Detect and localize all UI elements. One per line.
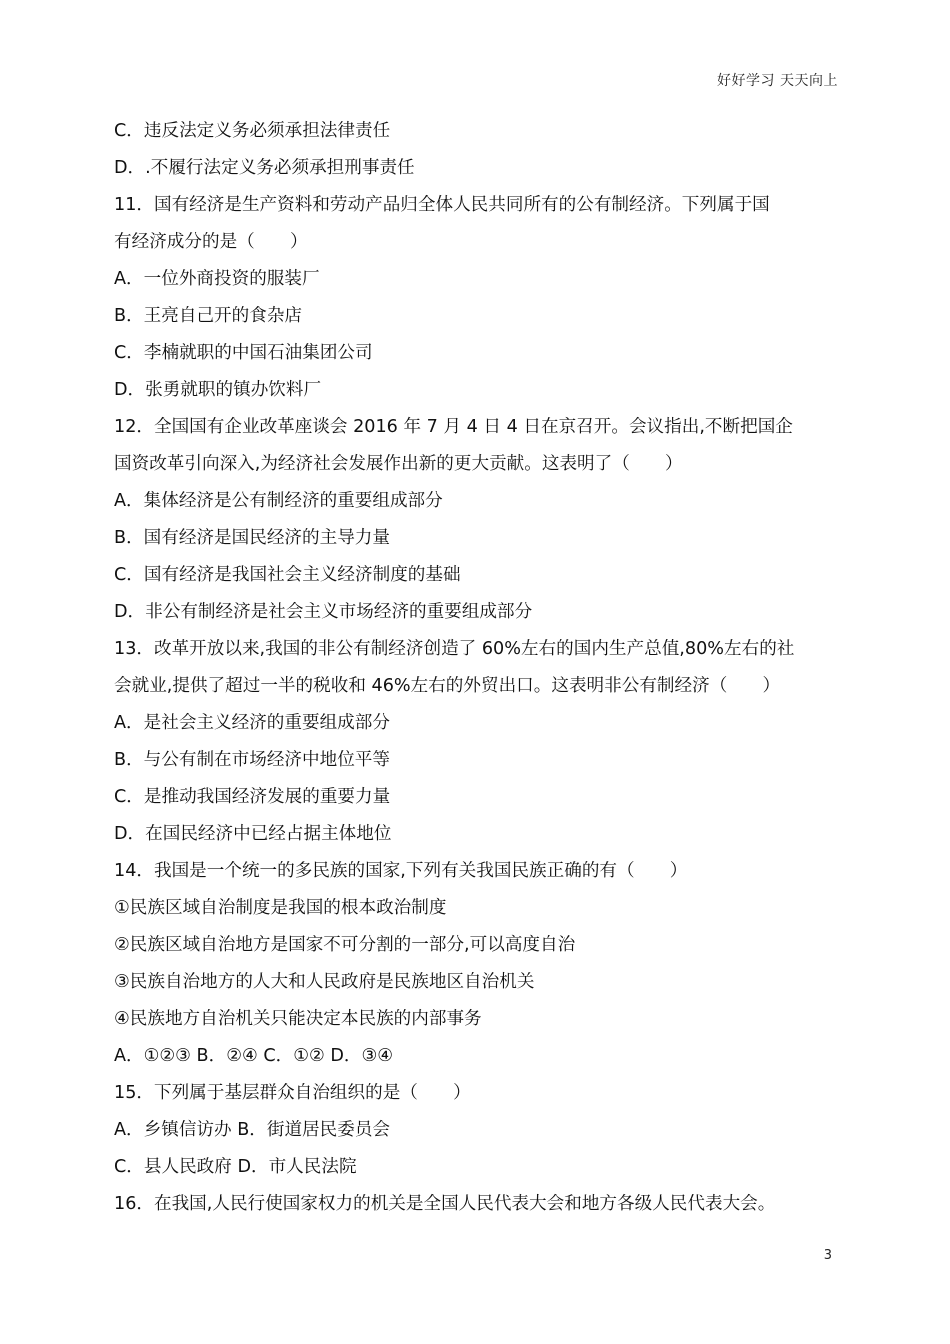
- question-11-option-c: C．李楠就职的中国石油集团公司: [114, 343, 373, 363]
- question-13-option-c: C．是推动我国经济发展的重要力量: [114, 787, 391, 807]
- question-12-text: 12．全国国有企业改革座谈会 2016 年 7 月 4 日 4 日在京召开。会议指出,不断把国企: [114, 417, 793, 437]
- text-line: D．.不履行法定义务必须承担刑事责任: [114, 158, 415, 178]
- question-14-statement-4: ④民族地方自治机关只能决定本民族的内部事务: [114, 1009, 482, 1029]
- question-12-option-d: D．非公有制经济是社会主义市场经济的重要组成部分: [114, 602, 533, 622]
- question-11-option-d: D．张勇就职的镇办饮料厂: [114, 380, 322, 400]
- question-13-option-a: A．是社会主义经济的重要组成部分: [114, 713, 390, 733]
- question-14-text: 14．我国是一个统一的多民族的国家,下列有关我国民族正确的有（ ）: [114, 861, 688, 881]
- question-12-option-c: C．国有经济是我国社会主义经济制度的基础: [114, 565, 461, 585]
- question-16-text: 16．在我国,人民行使国家权力的机关是全国人民代表大会和地方各级人民代表大会。: [114, 1194, 776, 1214]
- question-11-text: 11．国有经济是生产资料和劳动产品归全体人民共同所有的公有制经济。下列属于国: [114, 195, 770, 215]
- question-11-option-a: A．一位外商投资的服装厂: [114, 269, 320, 289]
- question-12-text: 国资改革引向深入,为经济社会发展作出新的更大贡献。这表明了（ ）: [114, 454, 683, 474]
- question-14-statement-2: ②民族区域自治地方是国家不可分割的一部分,可以高度自治: [114, 935, 576, 955]
- text-line: C．违反法定义务必须承担法律责任: [114, 121, 391, 141]
- question-11-option-b: B．王亮自己开的食杂店: [114, 306, 303, 326]
- page-header: 好好学习 天天向上: [717, 73, 838, 89]
- question-13-option-b: B．与公有制在市场经济中地位平等: [114, 750, 390, 770]
- question-13-text: 会就业,提供了超过一半的税收和 46%左右的外贸出口。这表明非公有制经济（ ）: [114, 676, 781, 696]
- question-14-options: A．①②③ B．②④ C．①② D．③④: [114, 1046, 394, 1066]
- page-number: 3: [823, 1248, 832, 1263]
- question-15-options-ab: A．乡镇信访办 B．街道居民委员会: [114, 1120, 391, 1140]
- question-12-option-b: B．国有经济是国民经济的主导力量: [114, 528, 390, 548]
- question-11-text: 有经济成分的是（ ）: [114, 232, 308, 252]
- question-13-option-d: D．在国民经济中已经占据主体地位: [114, 824, 392, 844]
- question-15-options-cd: C．县人民政府 D．市人民法院: [114, 1157, 357, 1177]
- question-14-statement-3: ③民族自治地方的人大和人民政府是民族地区自治机关: [114, 972, 535, 992]
- question-12-option-a: A．集体经济是公有制经济的重要组成部分: [114, 491, 443, 511]
- question-14-statement-1: ①民族区域自治制度是我国的根本政治制度: [114, 898, 447, 918]
- document-body: [114, 113, 838, 1223]
- question-13-text: 13．改革开放以来,我国的非公有制经济创造了 60%左右的国内生产总值,80%左右的社: [114, 639, 795, 659]
- question-15-text: 15．下列属于基层群众自治组织的是（ ）: [114, 1083, 471, 1103]
